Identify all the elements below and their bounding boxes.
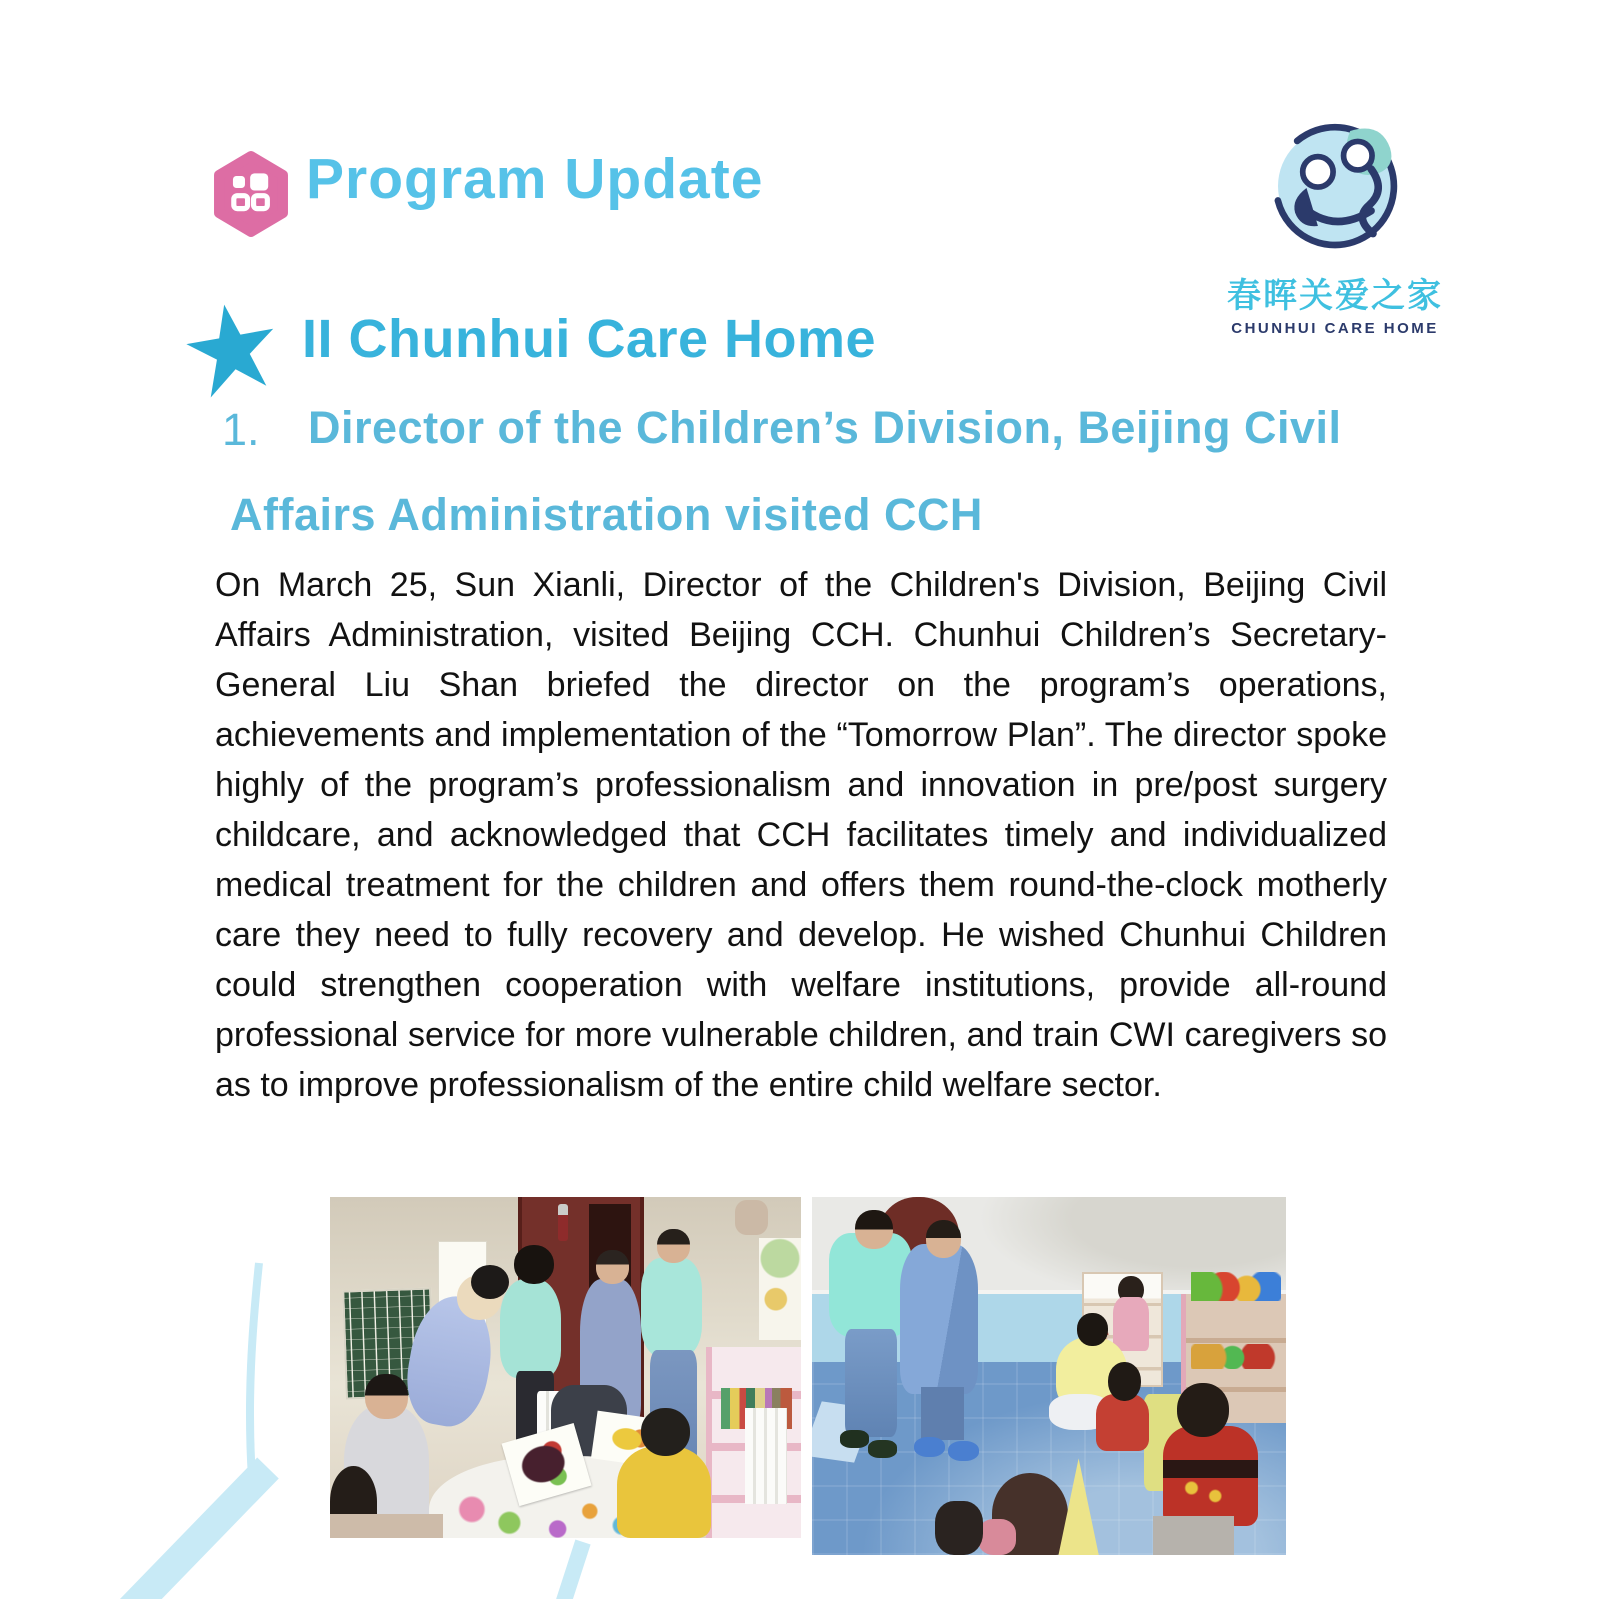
photo1-art-sign: [735, 1200, 768, 1234]
logo-chinese-name: 春晖关爱之家: [1227, 277, 1443, 315]
photo2-man-mint-jeans: [845, 1329, 897, 1436]
photo2-toys-top: [1191, 1272, 1281, 1301]
program-update-grid-icon: [208, 146, 294, 242]
photo2-man-mint-shoes: [840, 1430, 868, 1448]
org-logo: [1205, 112, 1465, 337]
photo1-man-gown-head: [596, 1250, 629, 1284]
photo2-man-blue-gown: [900, 1244, 978, 1394]
photo2-man-gown-jeans: [921, 1387, 964, 1441]
photo2-blue-shoe-covers: [914, 1437, 945, 1457]
photo2-child-dark: [935, 1501, 982, 1555]
photo2-child-red-right-head: [1177, 1383, 1229, 1437]
article-number: 1.: [222, 404, 260, 455]
section-star-icon: [181, 300, 283, 398]
photo2-man-gown-head: [926, 1220, 962, 1258]
photo1-man-mint: [641, 1258, 702, 1357]
photo2-toys-shelf: [1191, 1344, 1281, 1369]
photo1-staff-hair: [514, 1245, 554, 1284]
photo2-child-red-center: [1096, 1394, 1148, 1451]
article-title-line1: Director of the Children’s Division, Beijing Civil: [308, 402, 1342, 453]
photo2-caregiver-head: [1077, 1313, 1108, 1345]
photo2-child-foreground-hand: [978, 1519, 1016, 1555]
photo1-visitor-hair: [471, 1265, 509, 1299]
photo1-white-chair-2: [745, 1408, 787, 1503]
mother-and-child-logo-icon: [1259, 112, 1411, 264]
photo1-man-mint-head: [657, 1229, 690, 1263]
photo2-man-mint-head: [855, 1210, 893, 1249]
photo-playroom-visit: [812, 1197, 1286, 1555]
photo1-door-tassel: [558, 1204, 567, 1242]
photo1-child-yellow-coat: [617, 1446, 711, 1538]
photo1-floor: [330, 1514, 443, 1538]
photo2-child-red-center-head: [1108, 1362, 1141, 1401]
logo-english-name: CHUNHUI CARE HOME: [1231, 320, 1439, 337]
photo1-staff-mint: [500, 1279, 561, 1378]
photo-craft-table-visit: [330, 1197, 801, 1538]
photo1-child-yellow-head: [641, 1408, 690, 1456]
page-title: Program Update: [306, 147, 764, 211]
article-title-line2: Affairs Administration visited CCH: [230, 489, 983, 540]
photo1-wall-chart: [759, 1238, 801, 1340]
photo2-child-pink: [1113, 1297, 1149, 1351]
photo2-child-red-right: [1163, 1426, 1258, 1526]
photo1-child-gray-head: [365, 1374, 407, 1418]
section-title: II Chunhui Care Home: [302, 309, 877, 369]
photo2-child-red-right-pants: [1153, 1516, 1234, 1555]
article-body: On March 25, Sun Xianli, Director of the Children's Division, Beijing Civil Affairs Administration, visited Beijing CCH. Chunhui Children’s Secretary-General Liu Shan briefed the director on the program’s operations, achievements and implementation of the “Tomorrow Plan”. The director spoke highly of the program’s professionalism and innovation in pre/post surgery childcare, and acknowledged that CCH facilitates timely and individualized medical treatment for the children and offers them round-the-clock motherly care they need to fully recovery and develop. He wished Chunhui Children could strengthen cooperation with welfare institutions, provide all-round professional service for more vulnerable children, and train CWI caregivers so as to improve professionalism of the entire child welfare sector.: [215, 566, 1387, 1104]
